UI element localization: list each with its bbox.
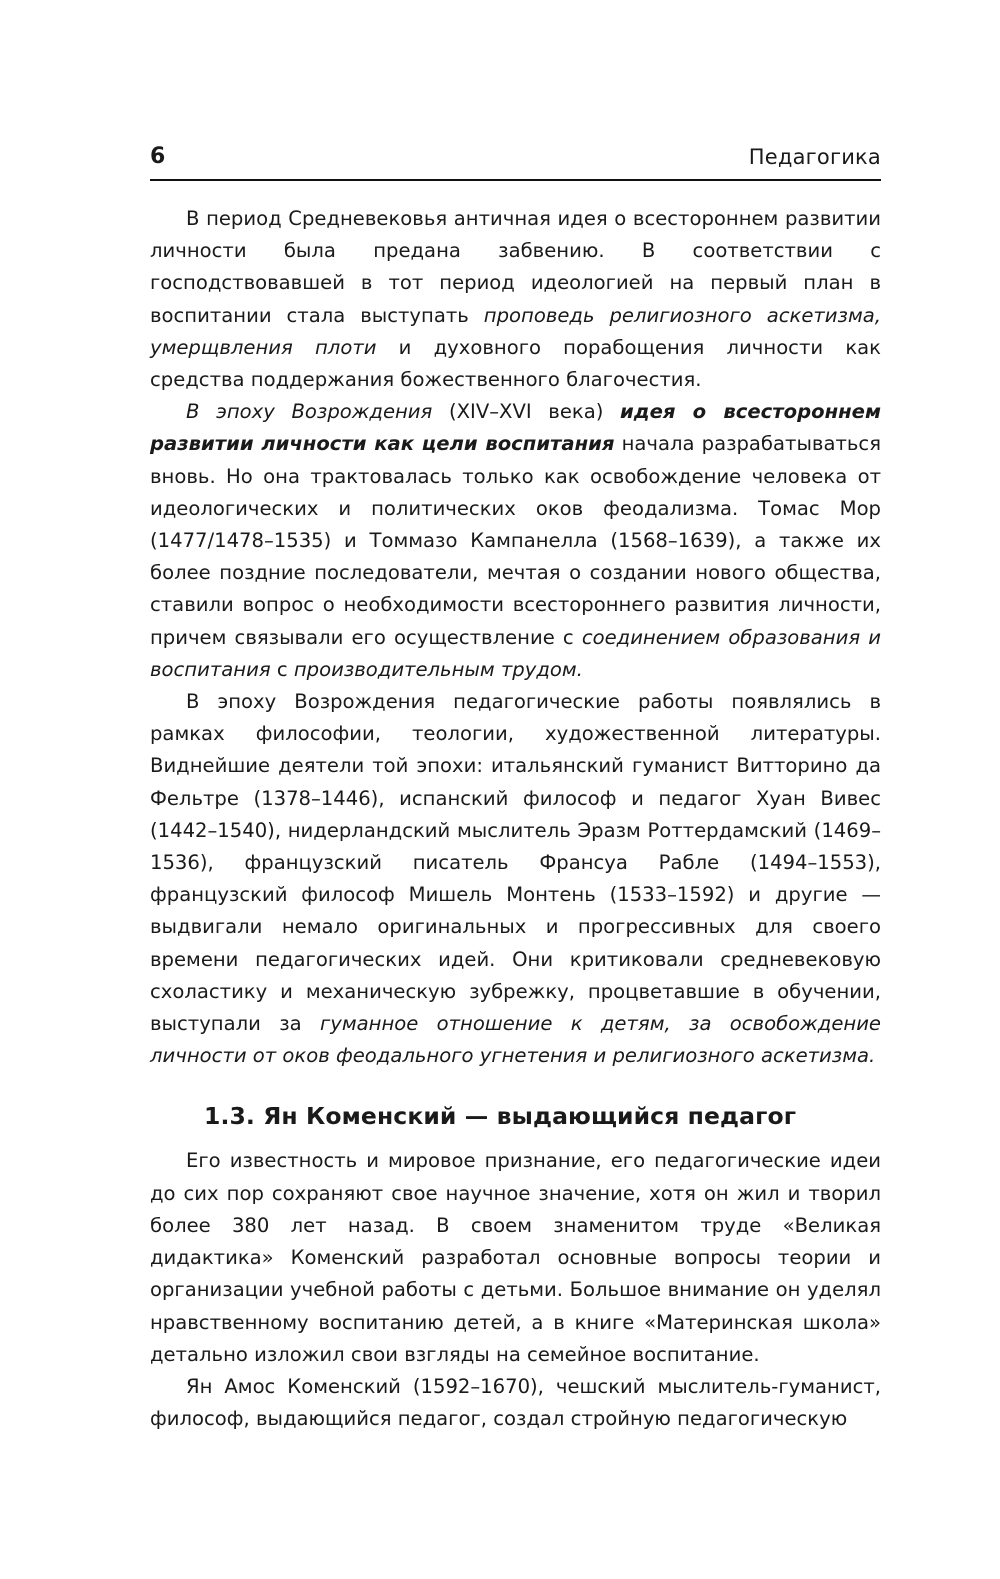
paragraph-text: и духовного порабощения личности как средства поддержания божественного благочестия. — [150, 335, 881, 392]
paragraph-text: с — [270, 657, 294, 681]
paragraph-text: В период Средневековья античная идея о всестороннем развитии личности была предана забвению. В соответствии с господствовавшей в тот период идеологией на первый план в воспитании стала выступать — [150, 207, 881, 327]
paragraph-renaissance-idea — [150, 396, 881, 686]
page-body — [150, 203, 881, 1435]
page-number: 6 — [150, 144, 166, 169]
paragraph-text: (XIV–XVI века) — [432, 400, 621, 424]
paragraph-text: Его известность и мировое признание, его педагогические идеи до сих пор сохраняют свое научное значение, хотя он жил и творил более 380 лет назад. В своем знаменитом труде «Великая дидактика» Коменский разработал основные вопросы теории и организации учебной работы с детьми. Большое внимание он уделял нравственному воспитанию детей, а в книге «Материнская школа» детально изложил свои взгляды на семейное воспитание. — [150, 1149, 881, 1366]
paragraph-text: Ян Амос Коменский (1592–1670), чешский мыслитель-гуманист, философ, выдающийся педагог, создал стройную педагогическую — [150, 1374, 881, 1431]
paragraph-text: В эпоху Возрождения педагогические работы появлялись в рамках философии, теологии, художественной литературы. Виднейшие деятели той эпохи: итальянский гуманист Витторино да Фельтре (1378–1446), испанский философ и педагог Хуан Вивес (1442–1540), нидерландский мыслитель Эразм Роттердамский (1469–1536), французский писатель Франсуа Рабле (1494–1553), французский философ Мишель Монтень (1533–1592) и другие — выдвигали немало оригинальных и прогрессивных для своего времени педагогических идей. Они критиковали средневековую схоластику и механическую зубрежку, процветавшие в обучении, выступали за — [150, 690, 881, 1036]
italic-emphasis: проповедь религиозного аскетизма, умерщвления плоти — [150, 303, 881, 359]
section-heading: 1.3. Ян Коменский — выдающийся педагог — [204, 1102, 797, 1131]
italic-emphasis: гуманное отношение к детям, за освобождение личности от оков феодального угнетения и религиозного аскетизма. — [150, 1012, 881, 1068]
italic-emphasis: производительным трудом. — [293, 657, 583, 681]
paragraph-comenius-recognition — [150, 1145, 881, 1370]
italic-emphasis: соединением образования и воспитания — [150, 625, 882, 681]
paragraph-middle-ages — [150, 203, 881, 396]
paragraph-renaissance-educators — [150, 686, 881, 1072]
bold-italic-emphasis: идея о всестороннем развитии личности как цели воспитания — [150, 400, 881, 456]
paragraph-text: начала разрабатываться вновь. Но она трактовалась только как освобождение человека от идеологических и политических оков феодализма. Томас Мор (1477/1478–1535) и Томмазо Кампанелла (1568–1639), а также их более поздние последователи, мечтая о создании нового общества, ставили вопрос о необходимости всестороннего развития личности, причем связывали его осуществление с — [150, 432, 881, 649]
running-title: Педагогика — [748, 145, 881, 169]
running-head — [150, 143, 881, 181]
paragraph-comenius-bio — [150, 1371, 881, 1435]
italic-emphasis: В эпоху Возрождения — [186, 400, 433, 424]
